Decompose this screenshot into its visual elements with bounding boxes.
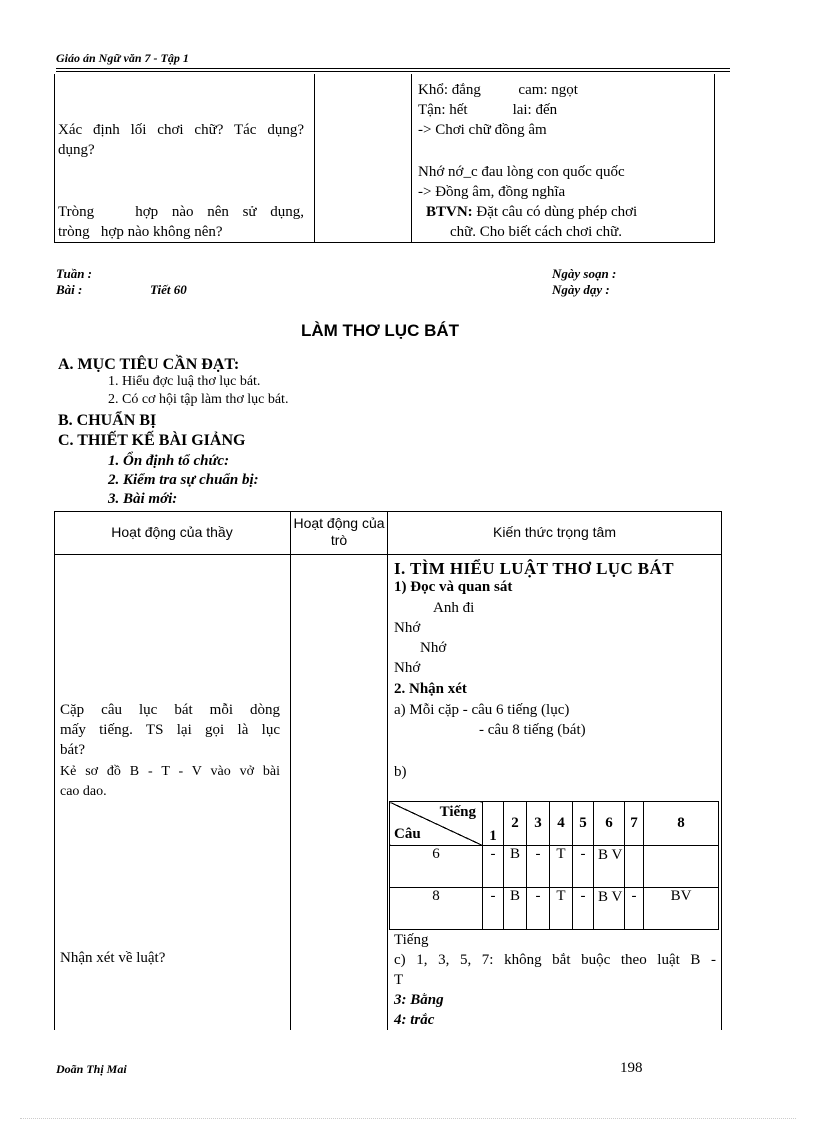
teacher-q1-line1: Cặp câu lục bát mỗi dòng: [60, 702, 280, 718]
knowledge-a1: a) Mỗi cặp - câu 6 tiếng (lục): [394, 702, 570, 718]
grid-col-5: 5: [573, 802, 594, 846]
knowledge-observe: 2. Nhận xét: [394, 681, 467, 697]
top-question-1-cont: dụng?: [58, 142, 95, 158]
grid-cell: -: [573, 846, 594, 888]
homework: [426, 202, 637, 222]
section-c-item-2: 2. Kiểm tra sự chuẩn bị:: [108, 472, 259, 488]
knowledge-c3: 4: trắc: [394, 1012, 435, 1028]
section-a: A. MỤC TIÊU CẦN ĐẠT:: [58, 356, 240, 373]
grid-cell: -: [527, 846, 550, 888]
top-question-2-cont: tròng hợp nào không nên?: [58, 224, 223, 240]
grid-col-8: 8: [644, 802, 719, 846]
teacher-q1-line3: bát?: [60, 742, 85, 758]
section-a-item-1: 1. Hiểu đợc luậ thơ lục bát.: [108, 374, 261, 389]
knowledge-heading: I. TÌM HIỂU LUẬT THƠ LỤC BÁT: [394, 559, 674, 578]
grid-corner-top: Tiếng: [439, 804, 476, 820]
homework-cont: chữ. Cho biết cách chơi chữ.: [450, 224, 623, 240]
section-b: B. CHUẨN BỊ: [58, 412, 157, 429]
grid-row-6: [390, 846, 719, 888]
header-rule: [56, 68, 730, 69]
top-conclusion-2: -> Đồng âm, đồng nghĩa: [418, 184, 566, 200]
grid-row-8: [390, 888, 719, 930]
grid-corner: [390, 802, 483, 846]
section-a-item-2: 2. Có cơ hội tập làm thơ lục bát.: [108, 392, 289, 407]
grid-cell: T: [550, 888, 573, 930]
week-label: Tuần :: [56, 266, 92, 281]
grid-row-label: 8: [390, 888, 483, 930]
grid-cell: -: [573, 888, 594, 930]
section-c-item-3: 3. Bài mới:: [108, 491, 178, 507]
grid-col-6: 6: [594, 802, 625, 846]
top-example: Nhớ nớ_c đau lòng con quốc quốc: [418, 164, 625, 180]
teacher-q2-line1: Kẻ sơ đồ B - T - V vào vở bài: [60, 764, 280, 779]
homework-text: Đặt câu có dùng phép chơi: [476, 204, 638, 220]
grid-cell: B V: [594, 846, 625, 888]
knowledge-read: 1) Đọc và quan sát: [394, 579, 513, 595]
knowledge-c1-line1: c) 1, 3, 5, 7: không bắt buộc theo luật B -: [394, 952, 716, 968]
poem-line-1: Anh đi: [433, 600, 475, 616]
knowledge-a2: - câu 8 tiếng (bát): [479, 722, 586, 738]
poem-line-2: Nhớ: [394, 620, 421, 636]
grid-cell: -: [625, 888, 644, 930]
grid-col-2: 2: [504, 802, 527, 846]
knowledge-c2: 3: Bằng: [394, 992, 444, 1008]
header-rule-double: [56, 71, 730, 72]
header-student: Hoạt động của trò: [293, 515, 385, 548]
period-label: Tiết 60: [150, 282, 187, 297]
knowledge-b: b): [394, 764, 407, 780]
prep-date-label: Ngày soạn :: [552, 266, 617, 281]
grid-cell: B: [504, 888, 527, 930]
teacher-q1-line2: mấy tiếng. TS lại gọi là lục: [60, 722, 280, 738]
poem-line-4: Nhớ: [394, 660, 421, 676]
top-vocab-2: Tận: hết lai: đến: [418, 102, 558, 118]
lesson-title: LÀM THƠ LỤC BÁT: [300, 321, 460, 340]
page-edge-divider: [20, 1118, 796, 1119]
header-teacher: Hoạt động của thầy: [111, 524, 233, 540]
section-c: C. THIẾT KẾ BÀI GIẢNG: [58, 432, 246, 449]
top-question-1: Xác định lối chơi chữ? Tác dụng?: [58, 122, 304, 138]
knowledge-tieng: Tiếng: [394, 932, 429, 948]
grid-cell: -: [483, 846, 504, 888]
homework-label: BTVN:: [426, 204, 473, 220]
teacher-q2-line2: cao dao.: [60, 784, 107, 799]
grid-cell: -: [527, 888, 550, 930]
grid-cell: B: [504, 846, 527, 888]
grid-cell: [644, 846, 719, 888]
top-question-2: Tròng hợp nào nên sử dụng,: [58, 204, 304, 220]
poem-line-3: Nhớ: [420, 640, 447, 656]
footer-author: Doãn Thị Mai: [56, 1062, 127, 1076]
page-number: 198: [620, 1060, 643, 1076]
knowledge-c1-line2: T: [394, 972, 404, 988]
grid-col-3: 3: [527, 802, 550, 846]
teacher-q3: Nhận xét về luật?: [60, 950, 166, 966]
grid-corner-bottom: Câu: [394, 826, 421, 842]
top-vocab-1: Khổ: đắng cam: ngọt: [418, 82, 578, 98]
section-c-item-1: 1. Ổn định tổ chức:: [108, 453, 230, 469]
grid-cell: BV: [644, 888, 719, 930]
top-conclusion-1: -> Chơi chữ đồng âm: [418, 122, 547, 138]
grid-cell: -: [483, 888, 504, 930]
grid-row-label: 6: [390, 846, 483, 888]
header-knowledge: Kiến thức trọng tâm: [493, 524, 616, 540]
grid-col-4: 4: [550, 802, 573, 846]
teach-date-label: Ngày dạy :: [552, 282, 610, 297]
grid-cell: [625, 846, 644, 888]
tone-grid: [389, 801, 719, 930]
lesson-label: Bài :: [56, 282, 83, 297]
grid-col-1: 1: [483, 802, 504, 846]
grid-cell: B V: [594, 888, 625, 930]
running-header: Giáo án Ngữ văn 7 - Tập 1: [56, 51, 189, 65]
grid-col-7: 7: [625, 802, 644, 846]
grid-cell: T: [550, 846, 573, 888]
